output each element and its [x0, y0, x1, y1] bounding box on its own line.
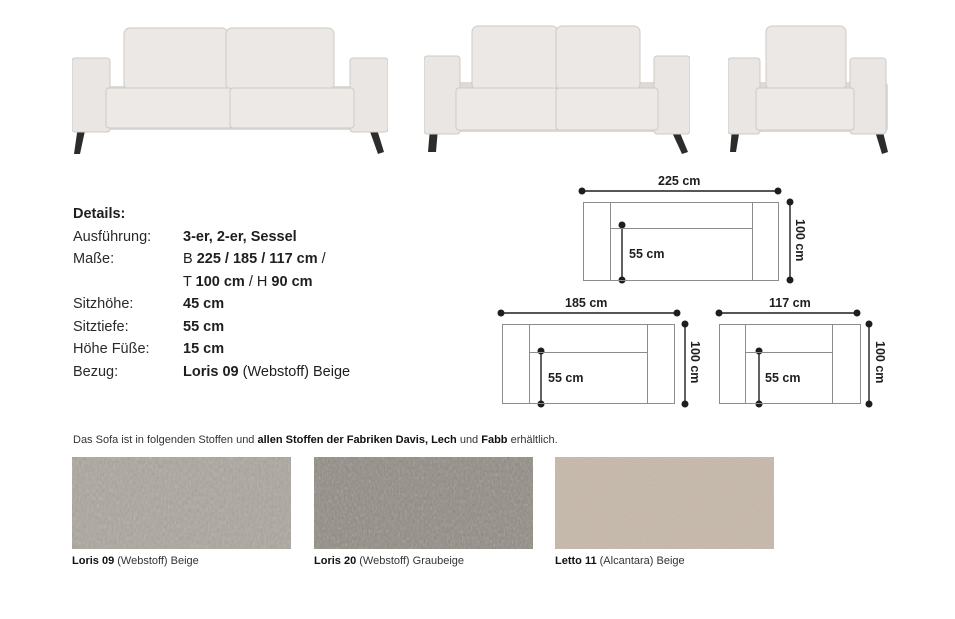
detail-row-masse	[73, 248, 350, 271]
fabric-name: Loris 09	[183, 363, 239, 380]
two-seater-seat-label: 55 cm	[548, 371, 584, 385]
armchair-width-label: 117 cm	[769, 296, 811, 310]
detail-label: Höhe Füße:	[73, 341, 150, 357]
three-seater-diagram	[578, 172, 808, 287]
detail-row-ausfuehrung	[73, 226, 350, 249]
detail-value: 3-er, 2-er, Sessel	[183, 228, 297, 245]
height-prefix: / H	[244, 273, 272, 290]
two-seater-sofa-image	[424, 24, 690, 156]
width-prefix: B	[183, 251, 197, 267]
fabric-availability-note: Das Sofa ist in folgenden Stoffen und allen Stoffen der Fabriken Davis, Lech und Fabb erhältlich.	[73, 434, 558, 446]
armchair-diagram	[715, 296, 895, 411]
armchair-image	[728, 24, 888, 156]
detail-row-sitzhoehe	[73, 293, 350, 316]
fabric-desc: (Webstoff) Beige	[238, 363, 351, 380]
three-seater-depth-label: 100 cm	[793, 219, 807, 262]
swatch-caption-letto-11: Letto 11 (Alcantara) Beige	[555, 555, 685, 567]
three-seater-width-label: 225 cm	[658, 174, 701, 188]
detail-value	[183, 248, 326, 271]
detail-label: Bezug:	[73, 363, 119, 380]
width-values: 225 / 185 / 117 cm	[196, 251, 318, 267]
swatch-caption-loris-09: Loris 09 (Webstoff) Beige	[72, 555, 199, 567]
detail-row-hoehe-fuesse	[73, 338, 350, 361]
detail-value: 45 cm	[183, 296, 225, 312]
details-heading: Details:	[73, 206, 126, 222]
fabric-swatch-loris-20[interactable]	[314, 457, 533, 549]
depth-value: 100 cm	[195, 273, 245, 290]
detail-value: 15 cm	[183, 341, 225, 357]
fabric-swatch-letto-11[interactable]	[555, 457, 774, 549]
three-seater-seat-label: 55 cm	[629, 247, 665, 261]
detail-label: Sitzhöhe:	[73, 296, 134, 312]
two-seater-width-label: 185 cm	[565, 296, 608, 310]
detail-value	[183, 271, 313, 294]
swatch-caption-loris-20: Loris 20 (Webstoff) Graubeige	[314, 555, 465, 567]
depth-prefix: T	[183, 273, 196, 290]
fabric-swatch-loris-09[interactable]	[72, 457, 291, 549]
detail-value: 55 cm	[183, 318, 225, 335]
width-suffix: /	[317, 251, 326, 267]
armchair-depth-label: 100 cm	[873, 341, 887, 384]
detail-row-sitztiefe	[73, 316, 350, 339]
detail-label: Sitztiefe:	[73, 318, 129, 335]
details-section	[73, 203, 350, 383]
detail-row-masse-cont	[73, 271, 350, 294]
armchair-seat-label: 55 cm	[765, 371, 801, 385]
detail-label: Maße:	[73, 251, 115, 267]
two-seater-diagram	[497, 296, 707, 411]
three-seater-sofa-image	[72, 26, 388, 156]
detail-row-bezug	[73, 361, 350, 384]
detail-label: Ausführung:	[73, 228, 152, 245]
two-seater-depth-label: 100 cm	[688, 341, 702, 384]
height-value: 90 cm	[271, 273, 313, 290]
detail-value	[183, 361, 350, 384]
